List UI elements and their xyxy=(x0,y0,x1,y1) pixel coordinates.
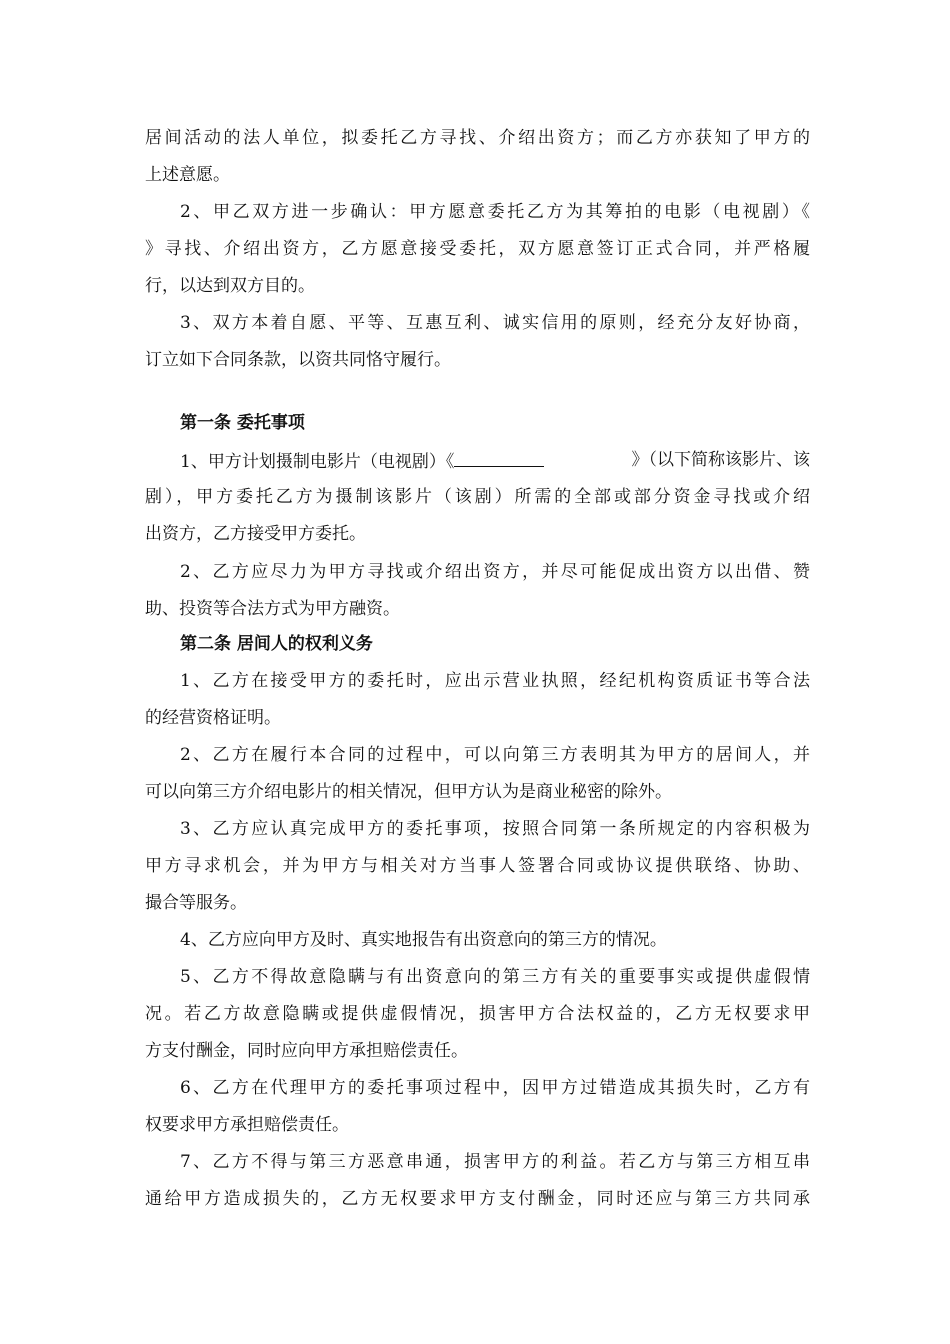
paragraph-line: 行，以达到双方目的。 xyxy=(145,276,315,296)
paragraph-line: 甲方寻求机会，并为甲方与相关对方当事人签署合同或协议提供联络、协助、 xyxy=(145,856,810,876)
paragraph-line: 权要求甲方承担赔偿责任。 xyxy=(145,1115,349,1135)
paragraph-line: 撮合等服务。 xyxy=(145,893,247,913)
paragraph-line: 订立如下合同条款，以资共同恪守履行。 xyxy=(145,350,451,370)
paragraph-line: 的经营资格证明。 xyxy=(145,708,281,728)
paragraph-line: 2、甲乙双方进一步确认：甲方愿意委托乙方为其筹拍的电影（电视剧）《 xyxy=(180,202,810,222)
paragraph-line: 居间活动的法人单位，拟委托乙方寻找、介绍出资方；而乙方亦获知了甲方的 xyxy=(145,128,810,148)
paragraph-line: 2、乙方应尽力为甲方寻找或介绍出资方，并尽可能促成出资方以出借、赞 xyxy=(180,562,810,582)
paragraph-line: 方支付酬金，同时应向甲方承担赔偿责任。 xyxy=(145,1041,468,1061)
paragraph-line: 出资方，乙方接受甲方委托。 xyxy=(145,524,366,544)
paragraph-line xyxy=(180,448,810,474)
title-blank-field xyxy=(454,448,544,467)
line-text: 1、甲方计划摄制电影片（电视剧）《 xyxy=(180,452,455,472)
paragraph-line: 通给甲方造成损失的，乙方无权要求甲方支付酬金，同时还应与第三方共同承 xyxy=(145,1189,810,1209)
paragraph-line: 1、乙方在接受甲方的委托时，应出示营业执照，经纪机构资质证书等合法 xyxy=(180,671,810,691)
paragraph-line: 助、投资等合法方式为甲方融资。 xyxy=(145,599,400,619)
paragraph-line: 3、双方本着自愿、平等、互惠互利、诚实信用的原则，经充分友好协商， xyxy=(180,313,810,333)
paragraph-line: 况。若乙方故意隐瞒或提供虚假情况，损害甲方合法权益的，乙方无权要求甲 xyxy=(145,1004,810,1024)
paragraph-line: 2、乙方在履行本合同的过程中，可以向第三方表明其为甲方的居间人，并 xyxy=(180,745,810,765)
section-heading: 第二条 居间人的权利义务 xyxy=(180,634,373,654)
paragraph-line: 上述意愿。 xyxy=(145,165,230,185)
paragraph-line: 剧），甲方委托乙方为摄制该影片（该剧）所需的全部或部分资金寻找或介绍 xyxy=(145,487,810,507)
section-heading: 第一条 委托事项 xyxy=(180,413,305,433)
paragraph-line: 》寻找、介绍出资方，乙方愿意接受委托，双方愿意签订正式合同，并严格履 xyxy=(145,239,810,259)
paragraph-line: 5、乙方不得故意隐瞒与有出资意向的第三方有关的重要事实或提供虚假情 xyxy=(180,967,810,987)
paragraph-line: 可以向第三方介绍电影片的相关情况，但甲方认为是商业秘密的除外。 xyxy=(145,782,672,802)
paragraph-line: 3、乙方应认真完成甲方的委托事项，按照合同第一条所规定的内容积极为 xyxy=(180,819,810,839)
paragraph-line: 6、乙方在代理甲方的委托事项过程中，因甲方过错造成其损失时，乙方有 xyxy=(180,1078,810,1098)
line-text: 》（以下简称该影片、该 xyxy=(631,450,810,470)
paragraph-line: 7、乙方不得与第三方恶意串通，损害甲方的利益。若乙方与第三方相互串 xyxy=(180,1152,810,1172)
paragraph-line: 4、乙方应向甲方及时、真实地报告有出资意向的第三方的情况。 xyxy=(180,930,667,950)
